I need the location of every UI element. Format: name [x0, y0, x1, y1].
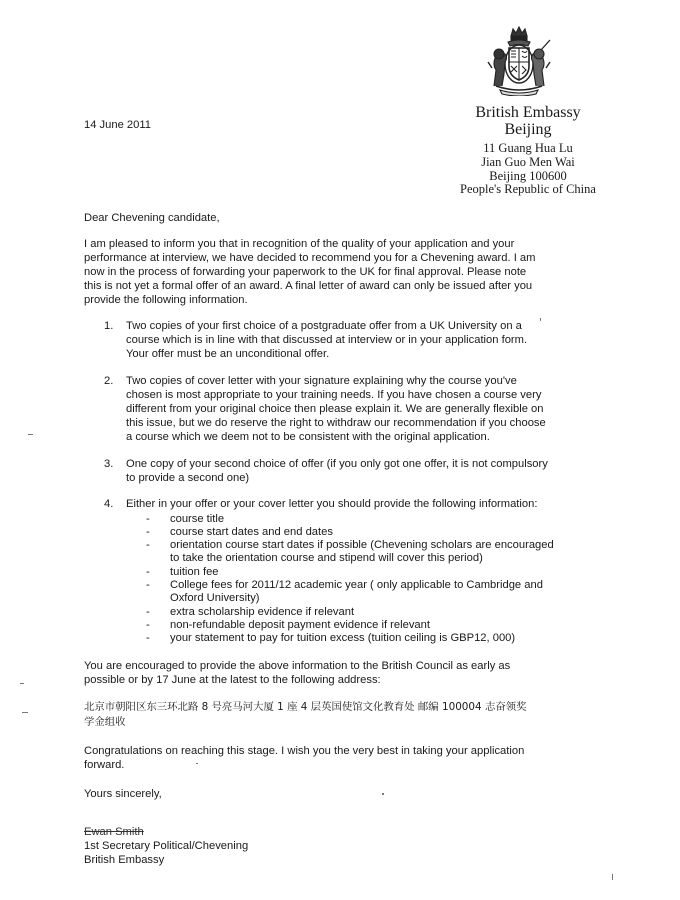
sub-item-dash: -	[146, 579, 150, 591]
list-item-line: Two copies of your first choice of a postgraduate offer from a UK University on a	[126, 320, 522, 332]
list-item-number: 4.	[104, 498, 114, 510]
sub-item-dash: -	[146, 566, 150, 578]
scan-speck	[28, 434, 33, 435]
congrats-line: forward.	[84, 759, 125, 771]
scan-speck	[382, 793, 384, 795]
letter-date: 14 June 2011	[84, 119, 151, 131]
list-item-line: chosen is most appropriate to your training needs. If you have chosen a course very	[126, 389, 542, 401]
chinese-address-line: 北京市朝阳区东三环北路 8 号亮马河大厦 1 座 4 层英国使馆文化教育处 邮编 100004 志奋领奖	[84, 701, 527, 713]
royal-coat-of-arms-icon	[478, 24, 560, 96]
sub-item-line: College fees for 2011/12 academic year ( only applicable to Cambridge and	[170, 579, 543, 591]
sender-address-line: People's Republic of China	[460, 182, 596, 196]
intro-line: this is not yet a formal offer of an award. A final letter of award can only be issued after you	[84, 280, 533, 292]
sender-address-line: Beijing 100600	[489, 169, 567, 183]
list-item-line: different from your original choice then please explain it. We are generally flexible on	[126, 403, 544, 415]
intro-line: performance at interview, we have decided to recommend you for a Chevening award. I am	[84, 252, 536, 264]
list-item-line: One copy of your second choice of offer (if you only got one offer, it is not compulsory	[126, 458, 548, 470]
list-item-number: 3.	[104, 458, 114, 470]
chinese-address-line: 学金组收	[84, 716, 126, 728]
sender-address-line: 11 Guang Hua Lu	[483, 141, 573, 155]
sender-city: Beijing	[504, 121, 552, 138]
encourage-line: possible or by 17 June at the latest to the following address:	[84, 674, 381, 686]
sub-item-dash: -	[146, 606, 150, 618]
list-item-line: Two copies of cover letter with your signature explaining why the course you've	[126, 375, 517, 387]
sub-item-line: course start dates and end dates	[170, 526, 333, 538]
sub-item-dash: -	[146, 632, 150, 644]
sub-item-dash: -	[146, 526, 150, 538]
list-item-line: a course which we deem not to be consistent with the original application.	[126, 431, 490, 443]
sub-item-line: extra scholarship evidence if relevant	[170, 606, 355, 618]
signature-org: British Embassy	[84, 854, 165, 866]
sub-item-line: orientation course start dates if possible (Chevening scholars are encouraged	[170, 539, 554, 551]
signature-name: Ewan Smith	[84, 826, 144, 838]
sub-item-line: tuition fee	[170, 566, 219, 578]
scan-speck	[22, 712, 28, 713]
signature-title: 1st Secretary Political/Chevening	[84, 840, 249, 852]
congrats-line: Congratulations on reaching this stage. I wish you the very best in taking your application	[84, 745, 525, 757]
list-item-number: 1.	[104, 320, 114, 332]
sub-item-line: to take the orientation course and stipend will cover this period)	[170, 552, 483, 564]
closing: Yours sincerely,	[84, 788, 162, 800]
list-item-line: this issue, but we do reserve the right to withdraw our recommendation if you choose	[126, 417, 546, 429]
list-item-line: Either in your offer or your cover letter you should provide the following information:	[126, 498, 538, 510]
intro-line: now in the process of forwarding your paperwork to the UK for final approval. Please note	[84, 266, 527, 278]
sub-item-dash: -	[146, 539, 150, 551]
scan-speck	[612, 874, 613, 880]
scan-speck	[20, 683, 24, 684]
scan-speck	[540, 318, 541, 321]
sub-item-dash: -	[146, 513, 150, 525]
scan-speck	[196, 763, 198, 764]
salutation: Dear Chevening candidate,	[84, 212, 220, 224]
sub-item-line: Oxford University)	[170, 592, 260, 604]
list-item-line: to provide a second one)	[126, 472, 250, 484]
sub-item-line: course title	[170, 513, 225, 525]
sub-item-line: non-refundable deposit payment evidence if relevant	[170, 619, 430, 631]
sender-name: British Embassy	[475, 104, 581, 121]
encourage-line: You are encouraged to provide the above information to the British Council as early as	[84, 660, 511, 672]
list-item-line: Your offer must be an unconditional offer.	[126, 348, 330, 360]
sub-item-line: your statement to pay for tuition excess (tuition ceiling is GBP12, 000)	[170, 632, 516, 644]
list-item-number: 2.	[104, 375, 114, 387]
list-item-line: course which is in line with that discussed at interview or in your application form.	[126, 334, 528, 346]
intro-line: I am pleased to inform you that in recognition of the quality of your application and your	[84, 238, 515, 250]
sub-item-dash: -	[146, 619, 150, 631]
intro-line: provide the following information.	[84, 294, 248, 306]
sender-address-line: Jian Guo Men Wai	[481, 155, 575, 169]
